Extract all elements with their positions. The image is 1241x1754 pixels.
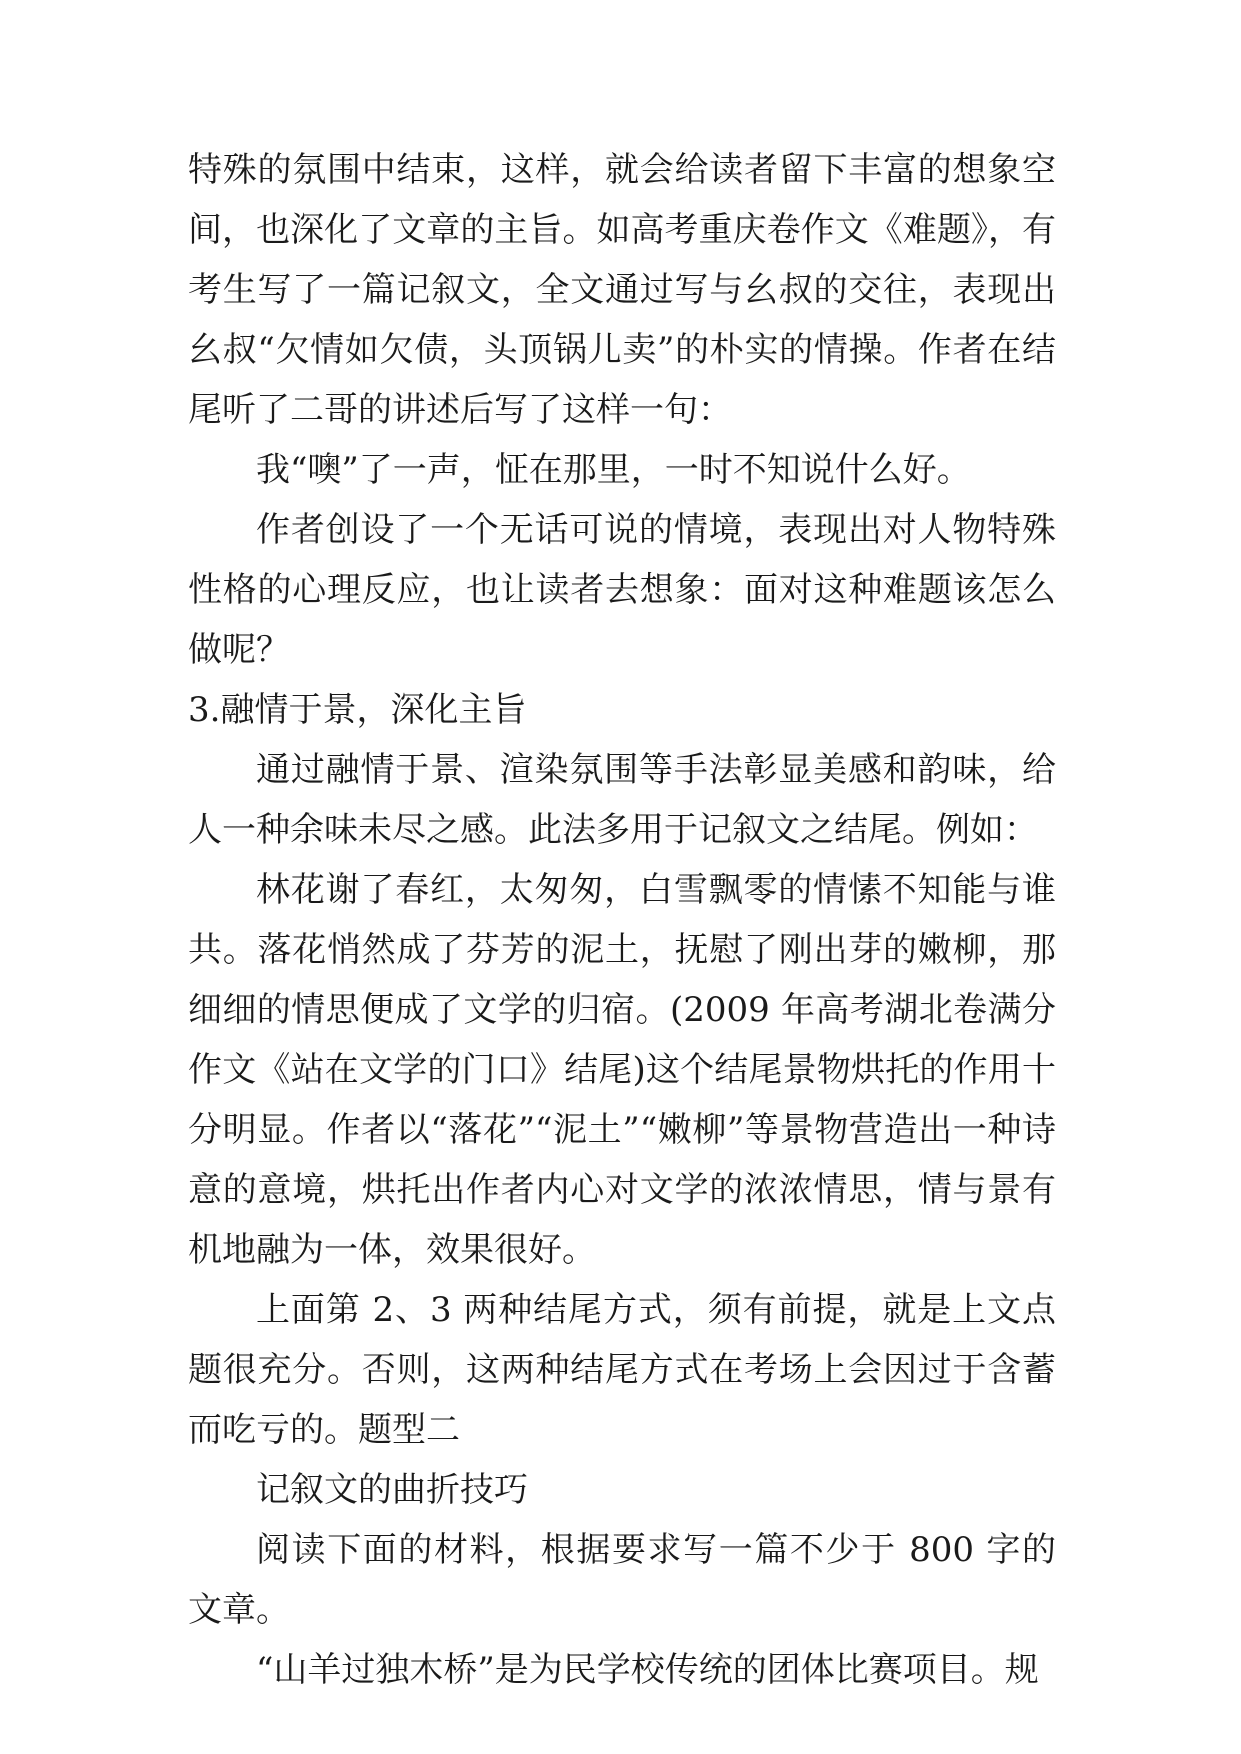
paragraph-1: 特殊的氛围中结束，这样，就会给读者留下丰富的想象空间，也深化了文章的主旨。如高考重庆卷作文《难题》，有考生写了一篇记叙文，全文通过写与幺叔的交往，表现出幺叔“欠情如欠债，头顶锅儿卖”的朴实的情操。作者在结尾听了二哥的讲述后写了这样一句： xyxy=(188,150,1056,430)
paragraph-3: 作者创设了一个无话可说的情境，表现出对人物特殊性格的心理反应，也让读者去想象：面对这种难题该怎么做呢？ xyxy=(188,510,1056,670)
body-text xyxy=(188,140,1056,1700)
paragraph-6: 林花谢了春红，太匆匆，白雪飘零的情愫不知能与谁共。落花悄然成了芬芳的泥土，抚慰了刚出芽的嫩柳，那细细的情思便成了文学的归宿。(2009 年高考湖北卷满分作文《站在文学的门口》结尾)这个结尾景物烘托的作用十分明显。作者以“落花”“泥土”“嫩柳”等景物营造出一种诗意的意境，烘托出作者内心对文学的浓浓情思，情与景有机地融为一体，效果很好。 xyxy=(188,870,1056,1270)
paragraph-7: 上面第 2、3 两种结尾方式，须有前提，就是上文点题很充分。否则，这两种结尾方式在考场上会因过于含蓄而吃亏的。题型二 xyxy=(188,1290,1056,1450)
paragraph-10: “山羊过独木桥”是为民学校传统的团体比赛项目。规 xyxy=(256,1650,1039,1690)
paragraph-9: 阅读下面的材料，根据要求写一篇不少于 800 字的文章。 xyxy=(188,1530,1056,1630)
section-heading: 3.融情于景，深化主旨 xyxy=(188,690,527,730)
paragraph-5: 通过融情于景、渲染氛围等手法彰显美感和韵味，给人一种余味未尽之感。此法多用于记叙文之结尾。例如： xyxy=(188,750,1056,850)
subheading: 记叙文的曲折技巧 xyxy=(256,1470,528,1510)
paragraph-2: 我“噢”了一声，怔在那里，一时不知说什么好。 xyxy=(256,450,971,490)
